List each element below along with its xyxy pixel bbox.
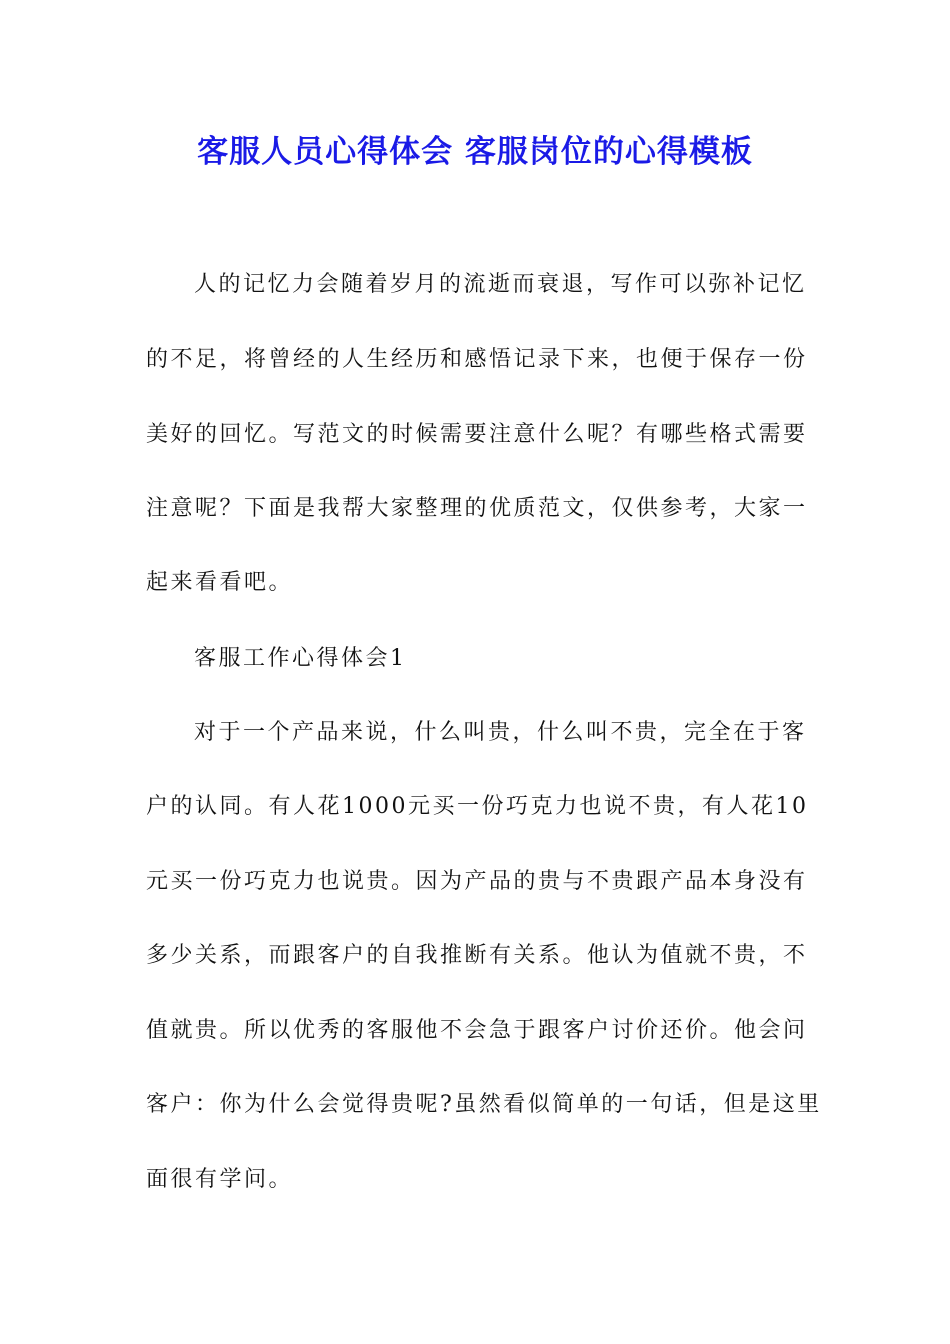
paragraph-line: 人的记忆力会随着岁月的流逝而衰退，写作可以弥补记忆 [194, 272, 807, 297]
paragraph-line: 美好的回忆。写范文的时候需要注意什么呢？有哪些格式需要 [146, 422, 808, 447]
paragraph-line: 元买一份巧克力也说贵。因为产品的贵与不贵跟产品本身没有 [146, 869, 808, 894]
document-title: 客服人员心得体会 客服岗位的心得模板 [197, 134, 753, 170]
paragraph-line: 户的认同。有人花1000元买一份巧克力也说不贵，有人花10 [146, 794, 809, 819]
paragraph-line: 值就贵。所以优秀的客服他不会急于跟客户讨价还价。他会问 [146, 1018, 808, 1043]
paragraph-line: 的不足，将曾经的人生经历和感悟记录下来，也便于保存一份 [146, 347, 808, 372]
paragraph-line: 起来看看吧。 [146, 570, 294, 595]
paragraph-line: 面很有学问。 [146, 1167, 294, 1192]
paragraph-line: 客户：你为什么会觉得贵呢?虽然看似简单的一句话，但是这里 [146, 1092, 822, 1117]
paragraph-line: 对于一个产品来说，什么叫贵，什么叫不贵，完全在于客 [194, 720, 807, 745]
paragraph-line: 多少关系，而跟客户的自我推断有关系。他认为值就不贵，不 [146, 943, 808, 968]
paragraph-line: 注意呢？下面是我帮大家整理的优质范文，仅供参考，大家一 [146, 496, 808, 521]
section-heading: 客服工作心得体会1 [194, 646, 407, 671]
